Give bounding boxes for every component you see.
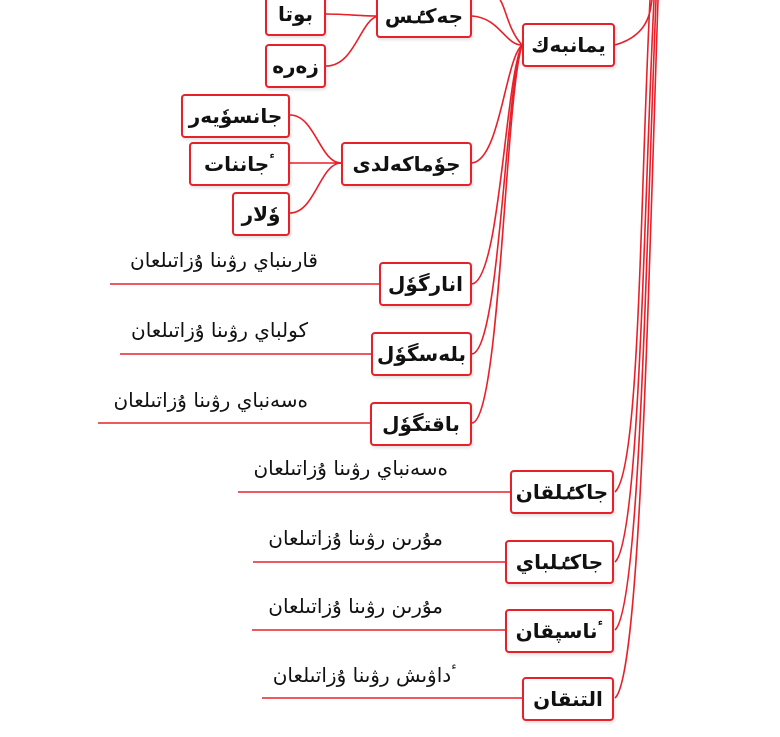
note-bakytgul: ەسەنباي رۋىنا ۇزاتىلعان	[113, 388, 308, 412]
node-bota[interactable]: بوتا	[265, 0, 326, 36]
node-nasipkan[interactable]: ٴناسپقان	[505, 609, 614, 653]
node-jakilkan[interactable]: جاكٸلقان	[510, 470, 614, 514]
note-jakilbay: مۇرىن رۋىنا ۇزاتىلعان	[268, 526, 443, 550]
node-jansuyer[interactable]: جانسوٗيەر	[181, 94, 290, 138]
node-zere[interactable]: زەرە	[265, 44, 326, 88]
node-jomakeldi[interactable]: جوٗماكەلدى	[341, 142, 472, 186]
note-jakilkan: ەسەنباي رۋىنا ۇزاتىلعان	[253, 456, 448, 480]
note-anargul: قارىنباي رۋىنا ۇزاتىلعان	[130, 248, 318, 272]
node-jekis[interactable]: جەكٸس	[376, 0, 472, 38]
link-yamanbek-jekis	[472, 16, 522, 45]
link-yamanbek-jomakeldi	[472, 45, 522, 163]
node-altynkan[interactable]: التنقان	[522, 677, 614, 721]
node-anargul[interactable]: انارگوٗل	[379, 262, 472, 306]
link-yamanbek-top	[500, 0, 522, 45]
link-yamanbek-bakytgul	[472, 45, 522, 423]
node-jannat[interactable]: ٴجاننات	[189, 142, 290, 186]
link-jomakeldi-ular	[290, 163, 341, 213]
link-jomakeldi-jansuyer	[290, 115, 341, 163]
link-root-yamanbek	[615, 0, 652, 45]
link-jekis-zere	[326, 16, 378, 66]
node-belesgul[interactable]: بلەسگوٗل	[371, 332, 472, 376]
note-nasipkan: مۇرىن رۋىنا ۇزاتىلعان	[268, 594, 443, 618]
node-ular[interactable]: وٗلار	[232, 192, 290, 236]
node-bakytgul[interactable]: باقتگوٗل	[370, 402, 472, 446]
link-jekis-bota	[326, 14, 378, 16]
node-jakilbay[interactable]: جاكٸلباي	[505, 540, 614, 584]
note-altynkan: ٴداۋىش رۋىنا ۇزاتىلعان	[272, 663, 457, 687]
node-yamanbek[interactable]: يمانبەك	[522, 23, 615, 67]
note-belesgul: كولباي رۋىنا ۇزاتىلعان	[131, 318, 308, 342]
